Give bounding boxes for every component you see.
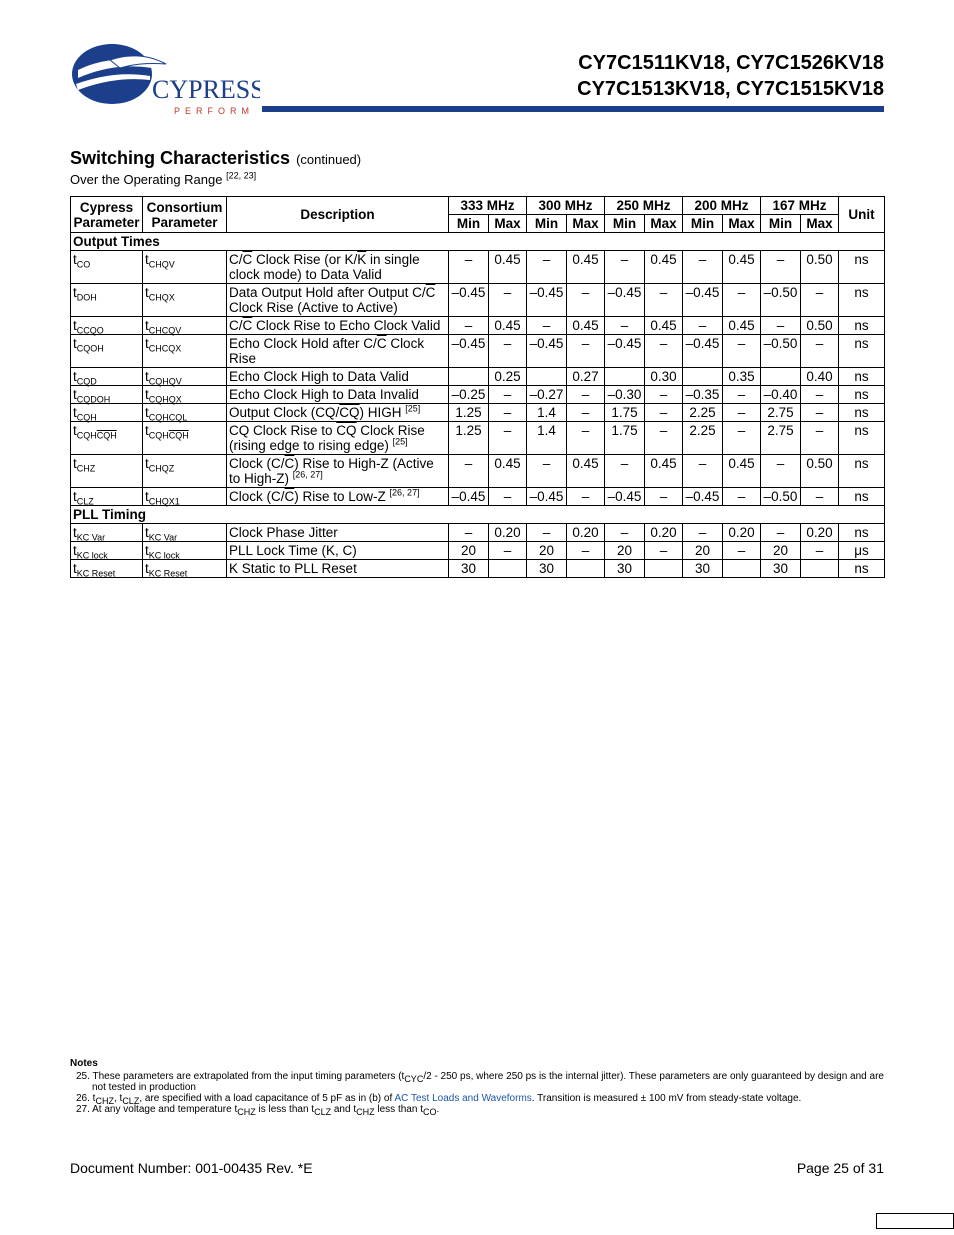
operating-range	[70, 172, 256, 187]
value-cell: –	[645, 488, 683, 506]
value-cell: –	[761, 524, 801, 542]
value-cell: –	[723, 542, 761, 560]
value-cell: –	[489, 284, 527, 317]
value-cell: 20	[605, 542, 645, 560]
col-max: Max	[801, 215, 839, 233]
table-row	[71, 560, 885, 578]
value-cell	[723, 560, 761, 578]
value-cell: –0.45	[683, 488, 723, 506]
value-cell: 0.45	[489, 317, 527, 335]
unit-cell: ns	[839, 251, 885, 284]
value-cell: –0.45	[527, 284, 567, 317]
value-cell: –0.27	[527, 386, 567, 404]
table-row	[71, 251, 885, 284]
value-cell: –	[567, 422, 605, 455]
switching-table	[70, 196, 885, 578]
value-cell: 0.45	[645, 317, 683, 335]
unit-cell: ns	[839, 560, 885, 578]
value-cell	[761, 368, 801, 386]
value-cell: –	[605, 317, 645, 335]
value-cell: 2.25	[683, 404, 723, 422]
value-cell: –	[723, 488, 761, 506]
note-item: 27. At any voltage and temperature $t_{CHZ}$ is less than $t_{CLZ}$ and $t_{CHZ}$ less than $t_{CO}$.	[76, 1104, 440, 1117]
value-cell: 30	[605, 560, 645, 578]
header-rule	[262, 106, 884, 112]
table-row	[71, 455, 885, 488]
col-min: Min	[761, 215, 801, 233]
value-cell: 20	[527, 542, 567, 560]
value-cell: –0.40	[761, 386, 801, 404]
value-cell	[801, 560, 839, 578]
table-row	[71, 422, 885, 455]
value-cell: 2.25	[683, 422, 723, 455]
value-cell: –	[567, 542, 605, 560]
consortium-parameter: $t_{KC Reset}$	[143, 560, 227, 578]
col-max: Max	[645, 215, 683, 233]
consortium-parameter: $t_{CHQX}$	[143, 284, 227, 317]
feedback-box	[876, 1213, 954, 1229]
table-body	[71, 233, 885, 578]
section-row	[71, 233, 885, 251]
value-cell: –0.45	[605, 335, 645, 368]
value-cell: –0.25	[449, 386, 489, 404]
table-row	[71, 284, 885, 317]
col-max: Max	[567, 215, 605, 233]
value-cell: 0.45	[489, 455, 527, 488]
value-cell: –	[645, 284, 683, 317]
description: K Static to PLL Reset	[227, 560, 449, 578]
svg-text:CYPRESS: CYPRESS	[152, 75, 260, 104]
consortium-parameter: $t_{CHQZ}$	[143, 455, 227, 488]
value-cell: –	[645, 404, 683, 422]
unit-cell: ns	[839, 284, 885, 317]
note-item: 25. These parameters are extrapolated from the input timing parameters ($t_{CYC}/2 - 250$ ps, where 250 ps is the internal jitter). These parameters are only guaranteed by design and are not tested in production	[76, 1071, 884, 1093]
value-cell: 0.45	[645, 455, 683, 488]
value-cell: 0.40	[801, 368, 839, 386]
table-row	[71, 488, 885, 506]
value-cell: –0.50	[761, 284, 801, 317]
document-number: Document Number: 001-00435 Rev. *E	[70, 1160, 313, 1176]
unit-cell: ns	[839, 368, 885, 386]
description: $C/\overline{C}$ Clock Rise (or $K/\overline{K}$ in single clock mode) to Data Valid	[227, 251, 449, 284]
value-cell: 0.45	[567, 317, 605, 335]
description: CQ Clock Rise to $\overline{CQ}$ Clock Rise (rising edge to rising edge) [25]	[227, 422, 449, 455]
col-freq-4: 167 MHz	[761, 197, 839, 215]
value-cell: 20	[449, 542, 489, 560]
value-cell: 2.75	[761, 422, 801, 455]
consortium-parameter: $t_{CHQV}$	[143, 251, 227, 284]
value-cell: 0.20	[489, 524, 527, 542]
value-cell: 0.45	[567, 455, 605, 488]
value-cell: –	[683, 455, 723, 488]
value-cell: –	[489, 386, 527, 404]
description: Clock Phase Jitter	[227, 524, 449, 542]
value-cell: –	[567, 386, 605, 404]
value-cell: 30	[449, 560, 489, 578]
value-cell: –	[449, 455, 489, 488]
value-cell	[489, 560, 527, 578]
cypress-parameter: $t_{CQH\overline{CQH}}$	[71, 422, 143, 455]
cypress-parameter: $t_{CHZ}$	[71, 455, 143, 488]
col-consortium-parameter: Consortium Parameter	[143, 197, 227, 233]
value-cell: –	[527, 455, 567, 488]
cypress-parameter: $t_{KC Var}$	[71, 524, 143, 542]
value-cell: –	[683, 317, 723, 335]
unit-cell: ns	[839, 488, 885, 506]
col-min: Min	[683, 215, 723, 233]
document-title	[577, 50, 884, 102]
value-cell: –	[801, 404, 839, 422]
unit-cell: ns	[839, 422, 885, 455]
cypress-parameter: $t_{CQDOH}$	[71, 386, 143, 404]
value-cell: –	[567, 335, 605, 368]
table-row	[71, 368, 885, 386]
range-ref: [22, 23]	[226, 170, 257, 181]
value-cell: 1.75	[605, 404, 645, 422]
cypress-parameter: $t_{CQD}$	[71, 368, 143, 386]
value-cell: –	[723, 422, 761, 455]
section-label: Output Times	[71, 233, 885, 251]
title-line-1: CY7C1511KV18, CY7C1526KV18	[578, 52, 884, 74]
value-cell: –0.45	[683, 284, 723, 317]
unit-cell: ns	[839, 386, 885, 404]
col-max: Max	[489, 215, 527, 233]
value-cell: –0.45	[449, 488, 489, 506]
page-number: Page 25 of 31	[796, 1160, 884, 1176]
value-cell: 0.45	[567, 251, 605, 284]
col-unit: Unit	[839, 197, 885, 233]
unit-cell: ns	[839, 455, 885, 488]
unit-cell: ns	[839, 317, 885, 335]
value-cell: –	[449, 317, 489, 335]
value-cell: –0.45	[449, 284, 489, 317]
cypress-parameter: $t_{CCQO}$	[71, 317, 143, 335]
value-cell: 0.35	[723, 368, 761, 386]
value-cell: 0.25	[489, 368, 527, 386]
section-label: PLL Timing	[71, 506, 885, 524]
value-cell: –0.35	[683, 386, 723, 404]
value-cell: –	[801, 386, 839, 404]
value-cell: –	[527, 251, 567, 284]
value-cell: 0.50	[801, 317, 839, 335]
value-cell: –	[761, 455, 801, 488]
cypress-parameter: $t_{KC lock}$	[71, 542, 143, 560]
col-min: Min	[527, 215, 567, 233]
value-cell: –	[723, 404, 761, 422]
notes-title: Notes	[70, 1058, 98, 1069]
header-row-1	[71, 197, 885, 215]
unit-cell: ns	[839, 404, 885, 422]
consortium-parameter: $t_{CHQX1}$	[143, 488, 227, 506]
consortium-parameter: $t_{KC lock}$	[143, 542, 227, 560]
notes-list	[70, 1071, 884, 1115]
value-cell: 0.45	[723, 455, 761, 488]
value-cell: –0.45	[605, 284, 645, 317]
col-max: Max	[723, 215, 761, 233]
cypress-parameter: $t_{CQOH}$	[71, 335, 143, 368]
description: Output Clock $(CQ/\overline{CQ})$ HIGH [25]	[227, 404, 449, 422]
value-cell: –0.45	[449, 335, 489, 368]
value-cell: 30	[761, 560, 801, 578]
value-cell: –	[683, 524, 723, 542]
table-row	[71, 524, 885, 542]
consortium-parameter: $t_{CHCQX}$	[143, 335, 227, 368]
value-cell: –	[567, 404, 605, 422]
description: Echo Clock Hold after $C/\overline{C}$ Clock Rise	[227, 335, 449, 368]
value-cell: –	[645, 422, 683, 455]
table-row	[71, 335, 885, 368]
table-row	[71, 542, 885, 560]
description: Clock $(C/\overline{C})$ Rise to High-Z (Active to High-Z) [26, 27]	[227, 455, 449, 488]
description: Echo Clock High to Data Invalid	[227, 386, 449, 404]
description: PLL Lock Time (K, C)	[227, 542, 449, 560]
value-cell: 0.45	[723, 317, 761, 335]
cypress-parameter: $t_{CO}$	[71, 251, 143, 284]
range-text: Over the Operating Range	[70, 172, 223, 187]
notes	[70, 1058, 884, 1115]
cypress-parameter: $t_{CQH}$	[71, 404, 143, 422]
value-cell: 0.20	[801, 524, 839, 542]
description: Data Output Hold after Output $C/\overline{C}$ Clock Rise (Active to Active)	[227, 284, 449, 317]
note-item: 26. $t_{CHZ}$, $t_{CLZ}$, are specified with a load capacitance of 5 pF as in (b) of AC Test Loads and Waveforms. Transition is measured ± 100 mV from steady-state voltage.	[76, 1093, 802, 1106]
value-cell: –	[645, 335, 683, 368]
value-cell: 0.20	[567, 524, 605, 542]
col-min: Min	[605, 215, 645, 233]
value-cell	[605, 368, 645, 386]
value-cell: 1.4	[527, 422, 567, 455]
value-cell: 30	[527, 560, 567, 578]
value-cell: –	[761, 317, 801, 335]
value-cell: –	[567, 284, 605, 317]
footer	[70, 1160, 884, 1176]
section-row	[71, 506, 885, 524]
value-cell: –	[605, 455, 645, 488]
unit-cell: μs	[839, 542, 885, 560]
value-cell: –	[801, 488, 839, 506]
value-cell: –	[801, 284, 839, 317]
consortium-parameter: $t_{KC Var}$	[143, 524, 227, 542]
value-cell: 0.30	[645, 368, 683, 386]
value-cell: –	[801, 335, 839, 368]
value-cell: –0.45	[527, 488, 567, 506]
cypress-logo	[70, 40, 260, 120]
value-cell: –	[567, 488, 605, 506]
value-cell: –	[489, 488, 527, 506]
value-cell: 0.50	[801, 455, 839, 488]
consortium-parameter: $t_{CQH\overline{CQH}}$	[143, 422, 227, 455]
cypress-parameter: $t_{CLZ}$	[71, 488, 143, 506]
value-cell: –0.45	[527, 335, 567, 368]
value-cell: 1.75	[605, 422, 645, 455]
value-cell: 1.25	[449, 422, 489, 455]
col-cypress-parameter: Cypress Parameter	[71, 197, 143, 233]
value-cell: 0.50	[801, 251, 839, 284]
col-description: Description	[227, 197, 449, 233]
value-cell: 1.4	[527, 404, 567, 422]
value-cell: –0.50	[761, 488, 801, 506]
value-cell: 30	[683, 560, 723, 578]
col-freq-0: 333 MHz	[449, 197, 527, 215]
table-row	[71, 404, 885, 422]
col-freq-2: 250 MHz	[605, 197, 683, 215]
consortium-parameter: $t_{CQHQX}$	[143, 386, 227, 404]
value-cell: –0.45	[605, 488, 645, 506]
value-cell	[567, 560, 605, 578]
value-cell: 2.75	[761, 404, 801, 422]
value-cell	[645, 560, 683, 578]
value-cell: –	[683, 251, 723, 284]
description: Clock $(C/\overline{C})$ Rise to Low-Z [26, 27]	[227, 488, 449, 506]
value-cell: –	[489, 542, 527, 560]
value-cell	[683, 368, 723, 386]
value-cell: –	[723, 386, 761, 404]
section-title	[70, 148, 361, 169]
value-cell: –	[489, 404, 527, 422]
value-cell: –	[527, 524, 567, 542]
value-cell: –	[527, 317, 567, 335]
svg-text:PERFORM: PERFORM	[174, 106, 254, 116]
value-cell: 1.25	[449, 404, 489, 422]
value-cell: –	[761, 251, 801, 284]
value-cell: 20	[761, 542, 801, 560]
col-min: Min	[449, 215, 489, 233]
value-cell: –0.45	[683, 335, 723, 368]
value-cell: –	[723, 335, 761, 368]
col-freq-1: 300 MHz	[527, 197, 605, 215]
value-cell: –	[605, 524, 645, 542]
unit-cell: ns	[839, 335, 885, 368]
continued-label: (continued)	[296, 152, 362, 167]
col-freq-3: 200 MHz	[683, 197, 761, 215]
value-cell: 0.45	[489, 251, 527, 284]
title-line-2: CY7C1513KV18, CY7C1515KV18	[577, 78, 884, 100]
value-cell: –	[489, 422, 527, 455]
table-row	[71, 386, 885, 404]
cypress-parameter: $t_{KC Reset}$	[71, 560, 143, 578]
value-cell: 0.20	[645, 524, 683, 542]
section-heading: Switching Characteristics	[70, 148, 291, 168]
value-cell: 0.45	[645, 251, 683, 284]
value-cell: –	[801, 542, 839, 560]
value-cell: –	[605, 251, 645, 284]
value-cell: –	[449, 251, 489, 284]
value-cell: –	[645, 386, 683, 404]
consortium-parameter: $t_{CHCQV}$	[143, 317, 227, 335]
value-cell: 0.27	[567, 368, 605, 386]
value-cell: –	[489, 335, 527, 368]
consortium-parameter: $t_{CQHQV}$	[143, 368, 227, 386]
value-cell: 20	[683, 542, 723, 560]
consortium-parameter: $t_{CQHCQL}$	[143, 404, 227, 422]
value-cell: –	[645, 542, 683, 560]
value-cell: 0.20	[723, 524, 761, 542]
value-cell: –	[723, 284, 761, 317]
description: Echo Clock High to Data Valid	[227, 368, 449, 386]
value-cell	[449, 368, 489, 386]
value-cell: –	[449, 524, 489, 542]
value-cell	[527, 368, 567, 386]
value-cell: –0.30	[605, 386, 645, 404]
description: $C/\overline{C}$ Clock Rise to Echo Clock Valid	[227, 317, 449, 335]
value-cell: –0.50	[761, 335, 801, 368]
value-cell: 0.45	[723, 251, 761, 284]
table-row	[71, 317, 885, 335]
cypress-parameter: $t_{DOH}$	[71, 284, 143, 317]
unit-cell: ns	[839, 524, 885, 542]
value-cell: –	[801, 422, 839, 455]
